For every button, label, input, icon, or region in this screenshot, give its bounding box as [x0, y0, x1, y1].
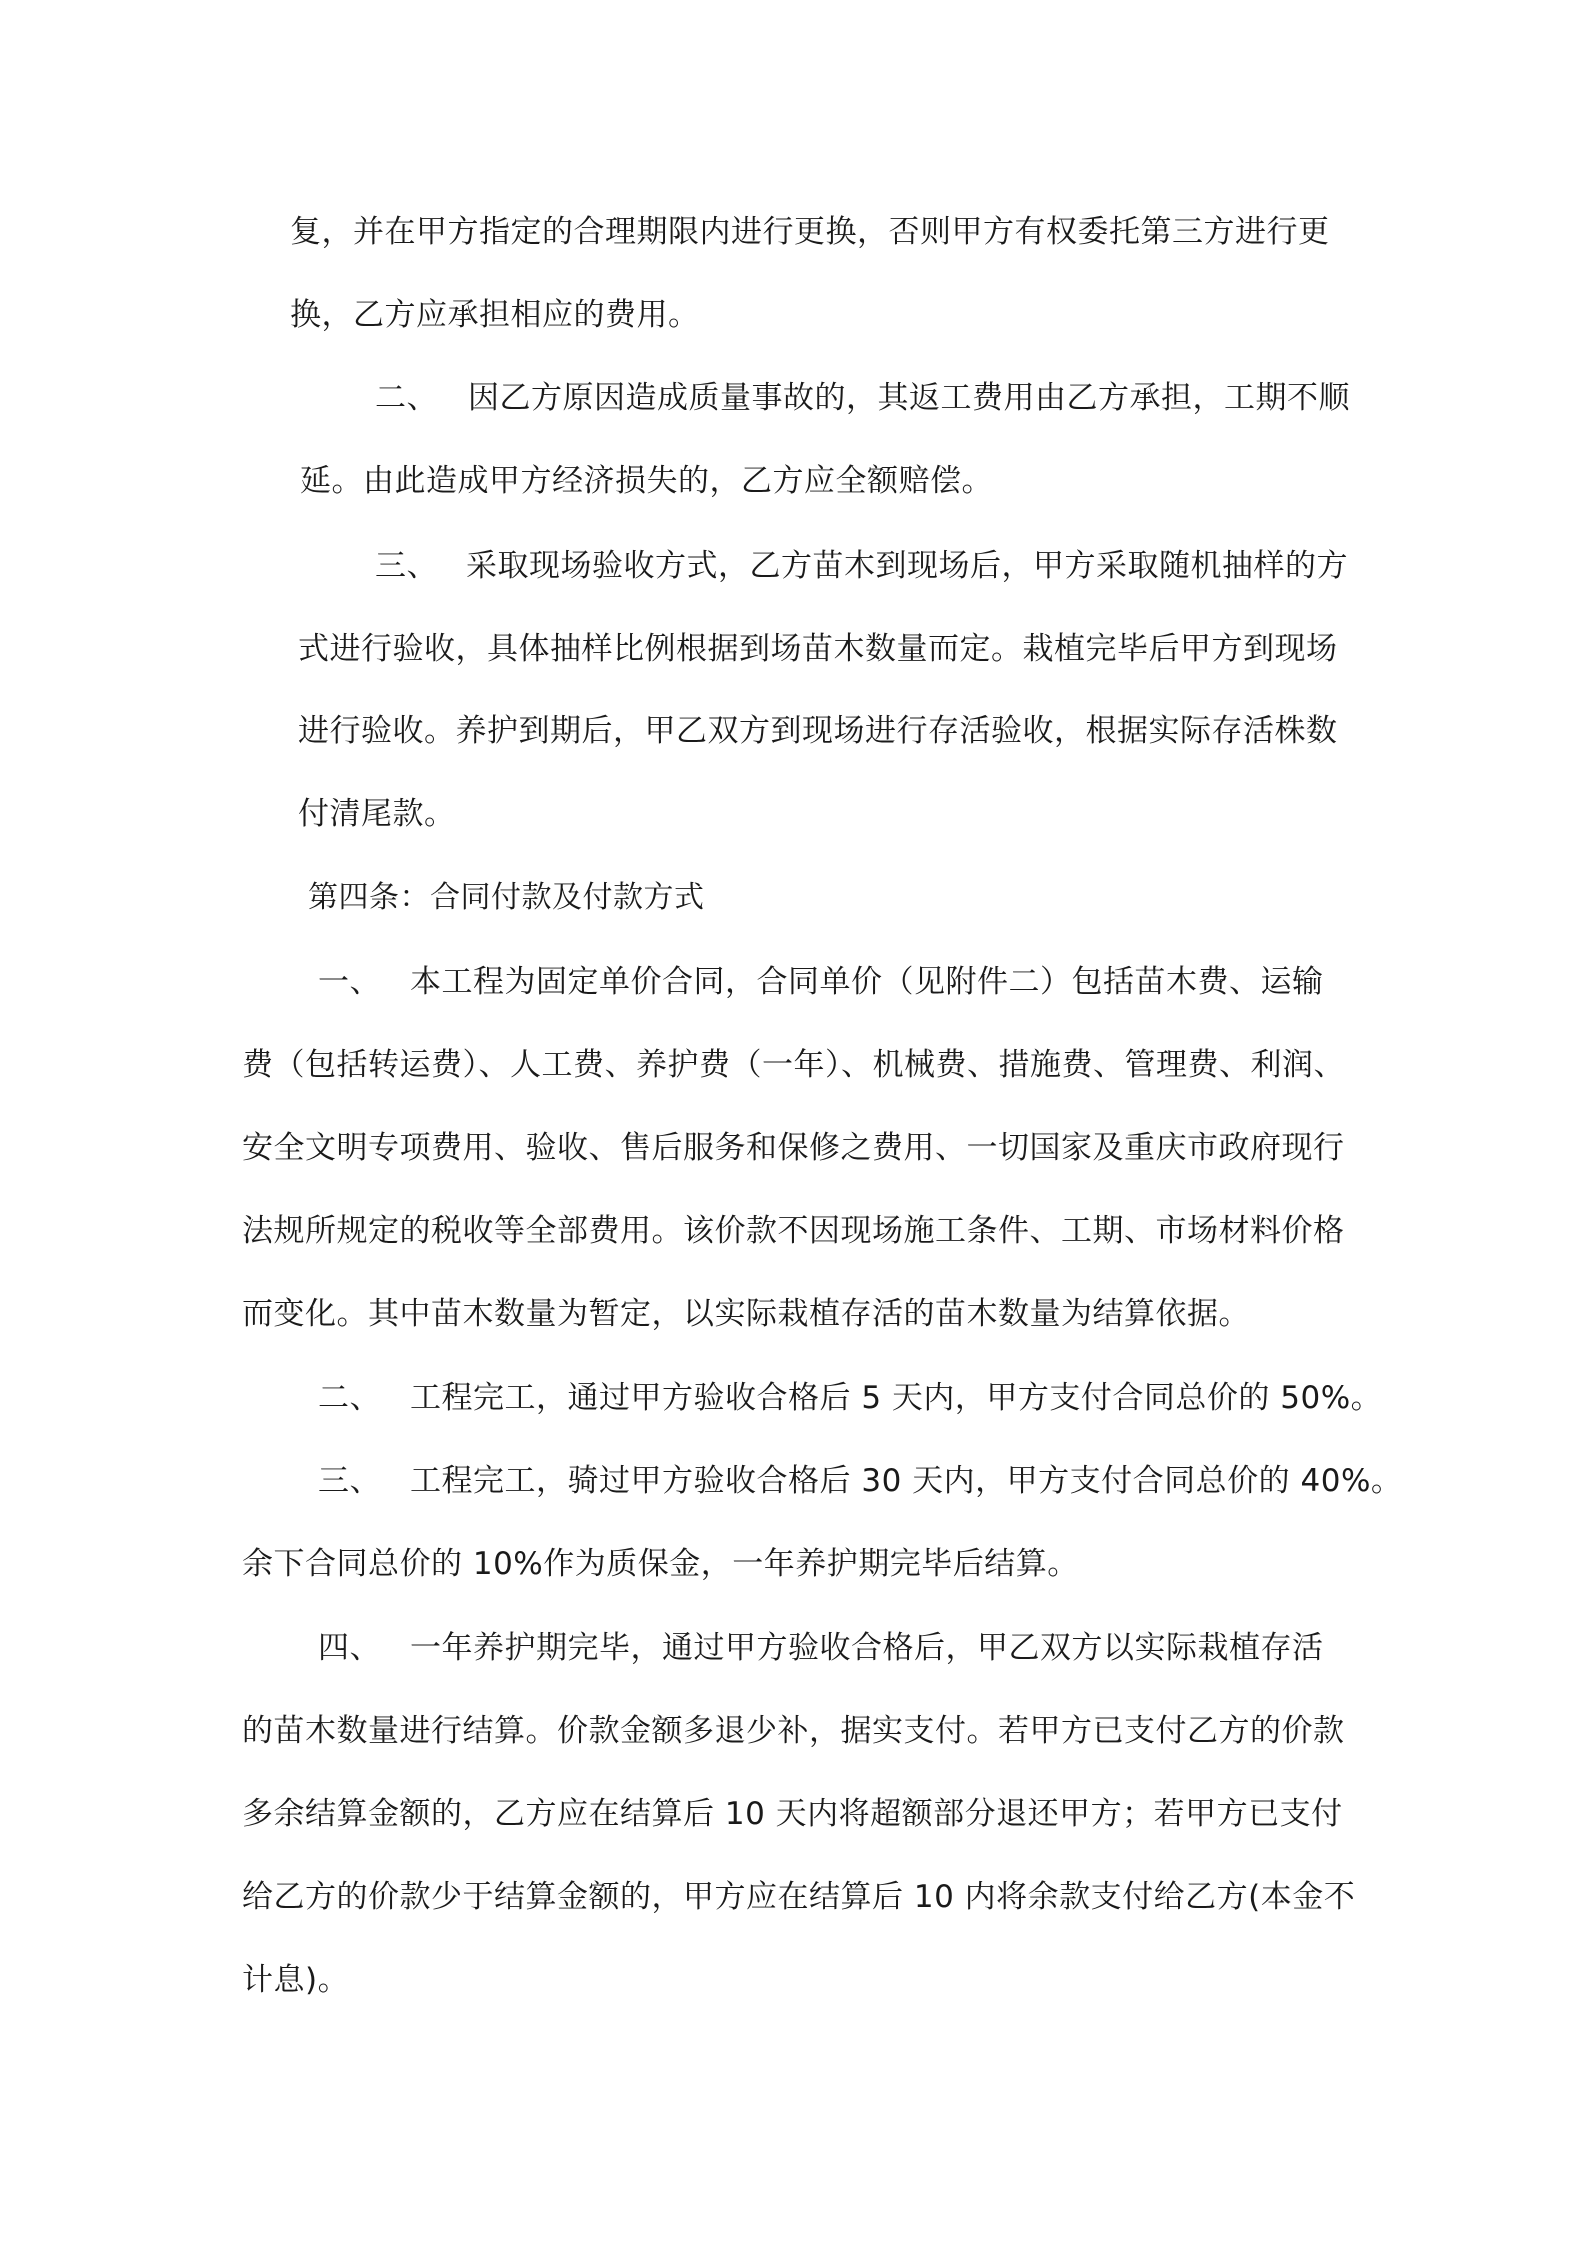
paragraph-line: 安全文明专项费用、验收、售后服务和保修之费用、一切国家及重庆市政府现行	[242, 1130, 1345, 1166]
paragraph-line: 工程完工，骑过甲方验收合格后 30 天内，甲方支付合同总价的 40%。	[410, 1463, 1403, 1499]
paragraph-line: 计息)。	[242, 1962, 350, 1998]
paragraph-line: 而变化。其中苗木数量为暂定，以实际栽植存活的苗木数量为结算依据。	[242, 1296, 1250, 1332]
item-number: 二、	[375, 380, 438, 416]
paragraph-line: 本工程为固定单价合同，合同单价（见附件二）包括苗木费、运输	[410, 964, 1324, 1000]
section-heading: 第四条：合同付款及付款方式	[308, 880, 705, 915]
paragraph-line: 一年养护期完毕，通过甲方验收合格后，甲乙双方以实际栽植存活	[410, 1630, 1324, 1666]
paragraph-line: 进行验收。养护到期后，甲乙双方到现场进行存活验收，根据实际存活株数	[298, 713, 1338, 749]
paragraph-line: 给乙方的价款少于结算金额的，甲方应在结算后 10 内将余款支付给乙方(本金不	[242, 1879, 1356, 1915]
item-number: 一、	[318, 964, 381, 1000]
paragraph-line: 付清尾款。	[298, 796, 456, 832]
paragraph-line: 延。由此造成甲方经济损失的，乙方应全额赔偿。	[300, 463, 993, 499]
item-number: 三、	[318, 1463, 381, 1499]
item-number: 三、	[375, 548, 438, 584]
item-number: 四、	[318, 1630, 381, 1666]
item-number: 二、	[318, 1380, 381, 1416]
paragraph-line: 工程完工，通过甲方验收合格后 5 天内，甲方支付合同总价的 50%。	[410, 1380, 1383, 1416]
paragraph-line: 法规所规定的税收等全部费用。该价款不因现场施工条件、工期、市场材料价格	[242, 1213, 1345, 1249]
paragraph-line: 换，乙方应承担相应的费用。	[290, 297, 700, 333]
paragraph-line: 的苗木数量进行结算。价款金额多退少补，据实支付。若甲方已支付乙方的价款	[242, 1713, 1345, 1749]
paragraph-line: 费（包括转运费）、人工费、养护费（一年）、机械费、措施费、管理费、利润、	[242, 1047, 1345, 1083]
paragraph-line: 因乙方原因造成质量事故的，其返工费用由乙方承担，工期不顺	[468, 380, 1350, 416]
paragraph-line: 余下合同总价的 10%作为质保金，一年养护期完毕后结算。	[242, 1546, 1079, 1582]
paragraph-line: 采取现场验收方式，乙方苗木到现场后，甲方采取随机抽样的方	[466, 548, 1348, 584]
paragraph-line: 式进行验收，具体抽样比例根据到场苗木数量而定。栽植完毕后甲方到现场	[298, 631, 1338, 667]
paragraph-line: 复，并在甲方指定的合理期限内进行更换，否则甲方有权委托第三方进行更	[290, 214, 1330, 250]
paragraph-line: 多余结算金额的，乙方应在结算后 10 天内将超额部分退还甲方；若甲方已支付	[242, 1796, 1343, 1832]
